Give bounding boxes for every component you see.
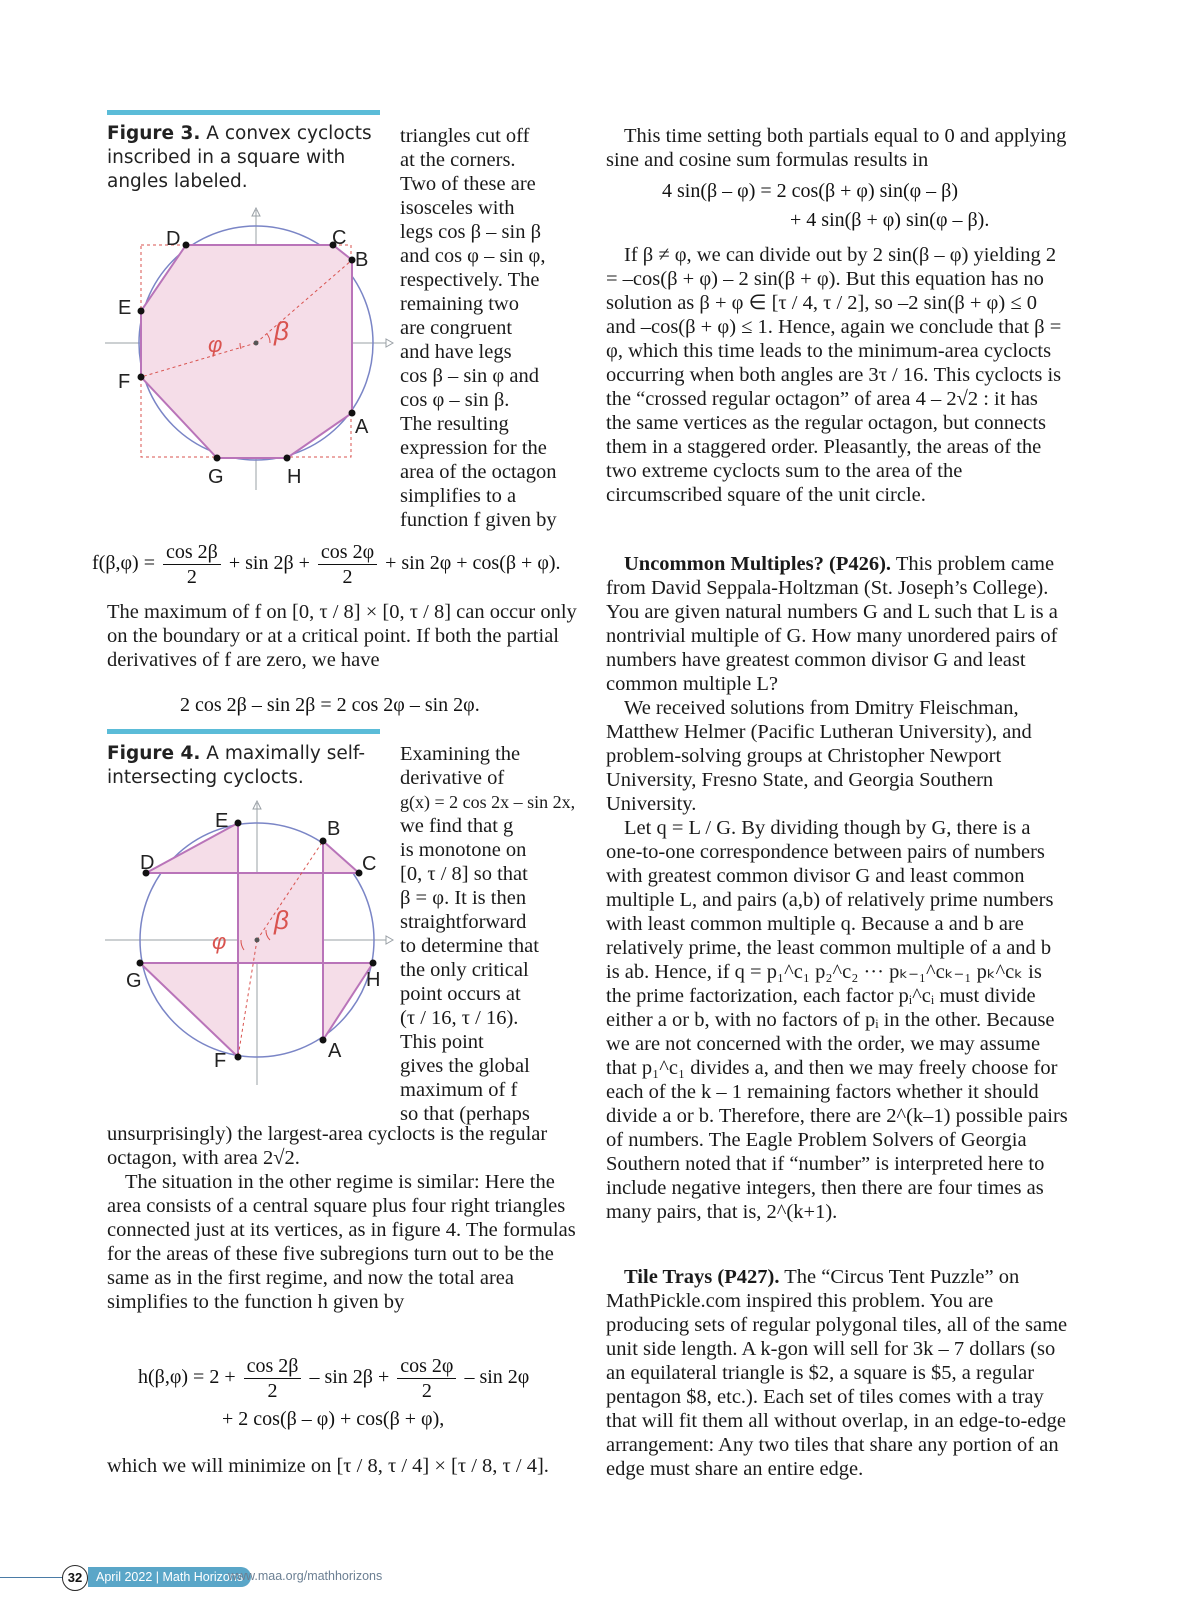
figure3-vertex-e — [138, 308, 145, 315]
narrow1-line: The resulting — [400, 413, 509, 435]
figure4-label-a: A — [328, 1040, 342, 1062]
paragraph-divide: If β ≠ φ, we can divide out by 2 sin(β – φ) yielding 2 = –cos(β + φ) – 2 sin(β + φ). But this equation has no solution as β + φ ∈ [τ / 4, τ / 2], so –2 sin(β + φ) ≤ 0 and –cos(β + φ) ≤ 1. Hence, again we conclude that β = φ, which this time leads to the minimum-area cyclocts occurring when both angles are 3τ / 16. This cyclocts is the “crossed regular octagon” of area 4 – 2√2 : it has the same vertices as the regular octagon, but connects them in a staggered order. Pleasantly, the areas of the two extreme cyclocts sum to the area of the circumscribed square of the unit circle. — [606, 244, 1062, 506]
right-column-uncommon — [606, 552, 1068, 1224]
figure4-vertex-g — [137, 960, 144, 967]
figure4-caption — [107, 742, 387, 790]
equation-f-den2: 2 — [342, 566, 353, 588]
paragraph-let-q: Let q = L / G. By dividing though by G, there is a one-to-one correspondence between pairs of numbers with greatest common divisor G and least common multiple L, and pairs (a,b) of relatively prime numbers with least common multiple q. Because a and b are relatively prime, the least common multiple of a and b is ab. Hence, if q = p₁^c₁ p₂^c₂ ··· pₖ₋₁^cₖ₋₁ pₖ^cₖ is the prime factorization, each factor pᵢ^cᵢ must divide either a or b, with no factors of pᵢ in the other. Because we are not concerned with the order, we may assume that p₁^c₁ divides a, and then we may freely choose for each of the k – 1 remaining factors whether it should divide a or b. Therefore, there are 2^(k–1) possible pairs of numbers. The Eagle Problem Solvers of Georgia Southern noted that if “number” is interpreted here to include negative integers, then there are four times as many pairs, that is, 2^(k+1). — [606, 817, 1068, 1223]
paragraph-other-regime: The situation in the other regime is similar: Here the area consists of a central square plus four right triangles connected just at its vertices, as in figure 4. The formulas for the areas of these five subregions turn out to be the same as in the first regime, and now the total area simplifies to the function h given by — [107, 1171, 576, 1313]
equation-h-num1: cos 2β — [244, 1354, 302, 1379]
right-column-tile — [606, 1265, 1068, 1481]
narrow2-line: point occurs at — [400, 983, 521, 1005]
equation-h-den2: 2 — [421, 1380, 432, 1402]
figure4-label-e: E — [215, 810, 229, 832]
narrow1-line: area of the octagon — [400, 461, 557, 483]
narrow1-line: triangles cut off — [400, 125, 530, 147]
figure3-label-d: D — [166, 228, 181, 250]
narrow2-line: the only critical — [400, 959, 529, 981]
narrow1-line: cos φ – sin β. — [400, 389, 510, 411]
equation-f-tail: + sin 2φ + cos(β + φ). — [385, 552, 561, 575]
footer-url[interactable]: www.maa.org/mathhorizons — [228, 1569, 383, 1583]
paragraph-maximum-text: The maximum of f on [0, τ / 8] × [0, τ / 8] can occur only on the boundary or at a critical point. If both the partial derivatives of f are zero, we have — [107, 601, 577, 671]
figure4-vertex-a — [320, 1037, 327, 1044]
figure3-vertex-g — [214, 455, 221, 462]
narrow2-line: we find that g — [400, 815, 514, 837]
paragraph-partials: This time setting both partials equal to 0 and applying sine and cosine sum formulas results in — [606, 125, 1067, 171]
right-column-top — [606, 124, 1068, 172]
narrow1-line: remaining two — [400, 293, 519, 315]
right-column-divide — [606, 243, 1068, 507]
figure4-caption-label: Figure 4. — [107, 743, 201, 764]
uncommon-multiples-title: Uncommon Multiples? (P426). — [624, 553, 892, 575]
narrow2-line: Examining the — [400, 743, 521, 765]
paragraph-received: We received solutions from Dmitry Fleischman, Matthew Helmer (Pacific Lutheran University), and problem-solving groups at Christopher Newport University, Fresno State, and Georgia Southern University. — [606, 697, 1032, 815]
narrow2-line: to determine that — [400, 935, 539, 957]
figure3-label-f: F — [118, 371, 131, 393]
figure4-angle-beta: β — [274, 905, 289, 935]
figure4-label-b: B — [327, 818, 341, 840]
narrow2-line: β = φ. It is then — [400, 887, 527, 909]
narrow1-line: isosceles with — [400, 197, 515, 219]
figure4-caption-text: A maximally self-intersecting cyclocts. — [107, 743, 366, 788]
figure3-vertex-f — [138, 374, 145, 381]
figure4-vertex-f — [235, 1054, 242, 1061]
equation-h — [138, 1354, 529, 1403]
narrow2-line: maximum of f — [400, 1079, 518, 1101]
narrow1-line: and have legs — [400, 341, 512, 363]
narrow2-line: derivative of — [400, 767, 505, 789]
equation-f — [92, 540, 561, 589]
equation-h-line2: + 2 cos(β – φ) + cos(β + φ), — [222, 1408, 445, 1430]
tile-trays-title: Tile Trays (P427). — [624, 1266, 780, 1288]
narrow-text-1 — [400, 124, 600, 532]
narrow2-line: This point — [400, 1031, 484, 1053]
paragraph-minimize-text: which we will minimize on [τ / 8, τ / 4] × [τ / 8, τ / 4]. — [107, 1455, 549, 1477]
tile-trays-body: The “Circus Tent Puzzle” on MathPickle.com inspired this problem. You are producing sets of regular polygonal tiles, all of the same unit side length. A k-gon will sell for 3k – 7 dollars (so an equilateral triangle is $2, a square is $5, a regular pentagon $8, etc.). Each set of tiles comes with a tray that will fit them all without overlap, in an edge-to-edge arrangement: Any two tiles that share any portion of an edge must share an entire edge. — [606, 1266, 1068, 1480]
figure4-label-g: G — [126, 970, 142, 992]
narrow2-line: straightforward — [400, 911, 527, 933]
narrow1-line: are congruent — [400, 317, 513, 339]
figure4-label-f: F — [214, 1050, 227, 1072]
figure4-vertex-b — [320, 838, 327, 845]
figure3-angle-phi: φ — [208, 332, 223, 357]
equation-right-2: + 4 sin(β + φ) sin(φ – β). — [790, 209, 990, 231]
equation-f-den1: 2 — [186, 566, 197, 588]
figure4-vertex-e — [235, 820, 242, 827]
narrow1-line: function f given by — [400, 509, 557, 531]
paragraph-minimize — [107, 1454, 587, 1478]
figure3-caption-text: A convex cyclocts inscribed in a square with angles labeled. — [107, 123, 372, 192]
narrow1-line: expression for the — [400, 437, 547, 459]
figure3-label-e: E — [118, 297, 132, 319]
narrow1-line: simplifies to a — [400, 485, 517, 507]
left-column-lower — [107, 1122, 577, 1314]
equation-f-num2: cos 2φ — [318, 540, 377, 565]
page-number: 32 — [62, 1565, 88, 1591]
figure4-label-h: H — [366, 969, 381, 991]
narrow1-line: legs cos β – sin β — [400, 221, 542, 243]
narrow2-line: is monotone on — [400, 839, 527, 861]
footer-rule — [0, 1577, 64, 1578]
narrow1-line: Two of these are — [400, 173, 536, 195]
figure3-label-g: G — [208, 466, 224, 488]
equation-h-den1: 2 — [267, 1380, 278, 1402]
narrow2-line: gives the global — [400, 1055, 530, 1077]
equation-f-num1: cos 2β — [163, 540, 221, 565]
footer-issue: April 2022 | Math Horizons — [88, 1567, 251, 1587]
figure3-label-c: C — [332, 227, 347, 249]
narrow2-line: g(x) = 2 cos 2x – sin 2x, — [400, 792, 576, 812]
figure3-caption — [107, 122, 387, 194]
narrow2-line: (τ / 16, τ / 16). — [400, 1007, 519, 1029]
equation-critical: 2 cos 2β – sin 2β = 2 cos 2φ – sin 2φ. — [180, 694, 480, 716]
equation-h-num2: cos 2φ — [397, 1354, 456, 1379]
equation-h-lhs: h(β,φ) = 2 + — [138, 1366, 236, 1389]
figure4-label-d: D — [140, 852, 155, 874]
narrow1-line: and cos φ – sin φ, — [400, 245, 546, 267]
narrow1-line: respectively. The — [400, 269, 540, 291]
figure4-accent-bar — [107, 729, 380, 734]
narrow1-line: cos β – sin φ and — [400, 365, 539, 387]
narrow2-line: [0, τ / 8] so that — [400, 863, 528, 885]
figure3-accent-bar — [107, 110, 380, 115]
figure3-vertex-d — [183, 242, 190, 249]
figure3-label-a: A — [355, 416, 369, 438]
uncommon-multiples-body: This problem came from David Seppala-Holtzman (St. Joseph’s College). You are given natural numbers G and L such that L is a nontrivial multiple of G. How many unordered pairs of numbers have greatest common divisor G and least common multiple L? — [606, 553, 1058, 695]
page-footer — [0, 1560, 400, 1590]
figure3-label-b: B — [355, 249, 369, 271]
equation-f-lhs: f(β,φ) = — [92, 552, 155, 575]
paragraph-maximum — [107, 600, 577, 672]
figure3-diagram — [100, 200, 400, 500]
narrow2-line: so that (perhaps — [400, 1103, 530, 1125]
equation-f-mid: + sin 2β + — [228, 552, 310, 575]
narrow1-line: at the corners. — [400, 149, 516, 171]
figure3-caption-label: Figure 3. — [107, 123, 201, 144]
figure4-label-c: C — [362, 853, 377, 875]
figure3-center — [254, 341, 259, 346]
equation-h-tail: – sin 2φ — [464, 1366, 530, 1389]
figure3-label-h: H — [287, 466, 302, 488]
figure4-vertex-h — [370, 960, 377, 967]
figure3-vertex-h — [284, 455, 291, 462]
figure4-diagram — [100, 795, 400, 1095]
equation-h-mid: – sin 2β + — [309, 1366, 390, 1389]
paragraph-largest: unsurprisingly) the largest-area cyclocts is the regular octagon, with area 2√2. — [107, 1123, 548, 1169]
narrow-text-2 — [400, 742, 605, 1126]
figure4-center — [255, 938, 260, 943]
figure3-angle-beta: β — [274, 316, 289, 346]
figure4-angle-phi: φ — [212, 929, 227, 954]
equation-right-1: 4 sin(β – φ) = 2 cos(β + φ) sin(φ – β) — [662, 180, 959, 202]
